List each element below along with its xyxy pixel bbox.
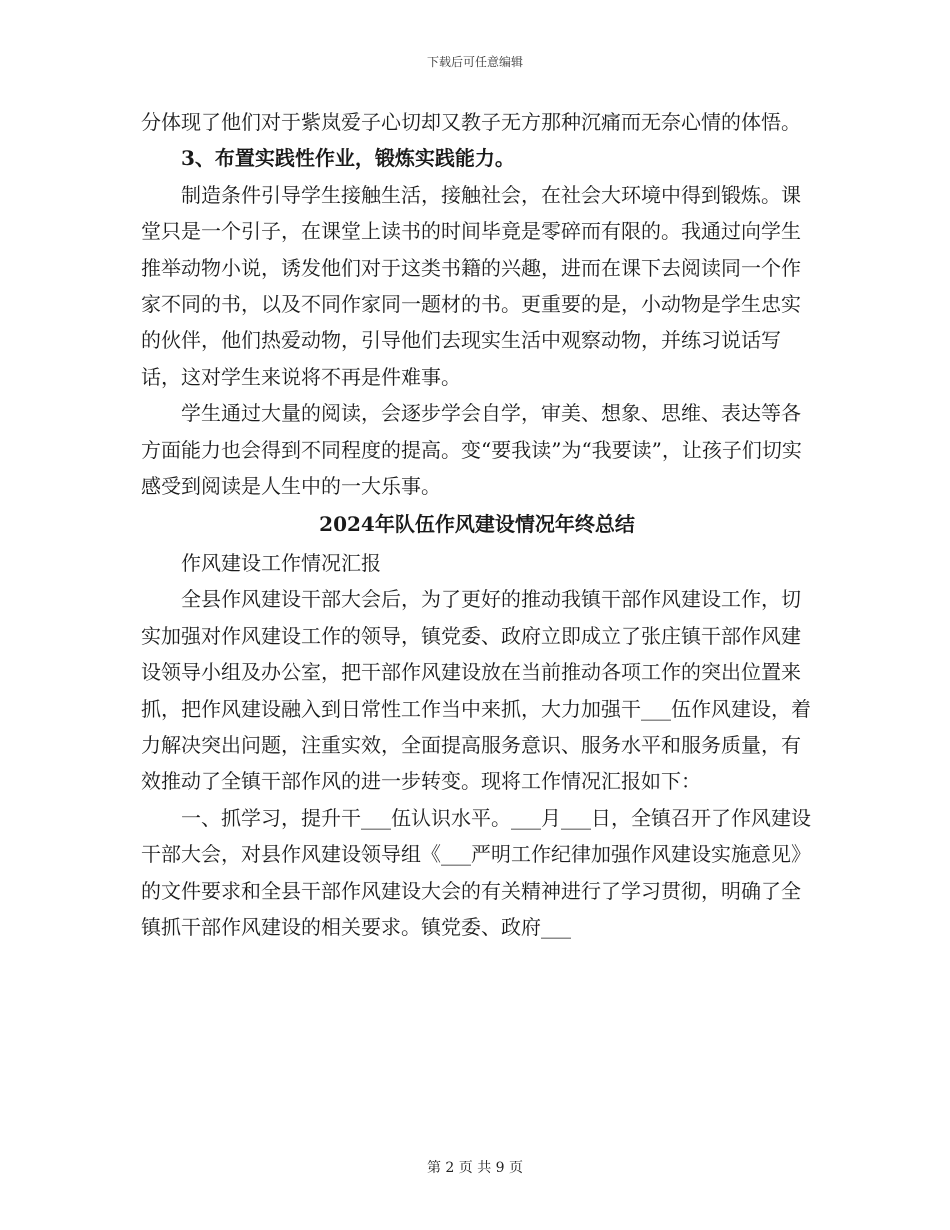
report-subtitle: 作风建设工作情况汇报 (181, 550, 381, 575)
document-title: 2024年队伍作风建设情况年终总结 (319, 512, 635, 537)
paragraph-practice: 制造条件引导学生接触生活，接触社会，在社会大环境中得到锻炼。课堂只是一个引子，在课堂上读书的时间毕竟是零碎而有限的。我通过向学生推举动物小说，诱发他们对于这类书籍的兴趣，进而在课下去阅读同一个作家不同的书，以及不同作家同一题材的书。更重要的是，小动物是学生忠实的伙伴，他们热爱动物，引导他们去现实生活中观察动物，并练习说话写话，这对学生来说将不再是件难事。 (141, 182, 801, 389)
section-heading-practice-homework: 3、布置实践性作业，锻炼实践能力。 (181, 146, 515, 171)
paragraph-continuation: 分体现了他们对于紫岚爱子心切却又教子无方那种沉痛而无奈心情的体悟。 (141, 110, 801, 134)
document-body (141, 104, 813, 945)
paragraph-section-one: 一、抓学习，提升干___伍认识水平。___月___日，全镇召开了作风建设干部大会，对县作风建设领导组《___严明工作纪律加强作风建设实施意见》的文件要求和全县干部作风建设大会的有关精神进行了学习贯彻，明确了全镇抓干部作风建设的相关要求。镇党委、政府___ (141, 805, 811, 939)
page-number: 第 2 页 共 9 页 (426, 1160, 524, 1176)
page-header-note: 下载后可任意编辑 (426, 55, 523, 69)
paragraph-reading: 学生通过大量的阅读，会逐步学会自学，审美、想象、思维、表达等各方面能力也会得到不同程度的提高。变“要我读”为“我要读”，让孩子们切实感受到阅读是人生中的一大乐事。 (141, 401, 802, 499)
paragraph-intro: 全县作风建设干部大会后，为了更好的推动我镇干部作风建设工作，切实加强对作风建设工作的领导，镇党委、政府立即成立了张庄镇干部作风建设领导小组及办公室，把干部作风建设放在当前推动各项工作的突出位置来抓，把作风建设融入到日常性工作当中来抓，大力加强干___伍作风建设，着力解决突出问题，注重实效，全面提高服务意识、服务水平和服务质量，有效推动了全镇干部作风的进一步转变。现将工作情况汇报如下： (141, 587, 811, 794)
